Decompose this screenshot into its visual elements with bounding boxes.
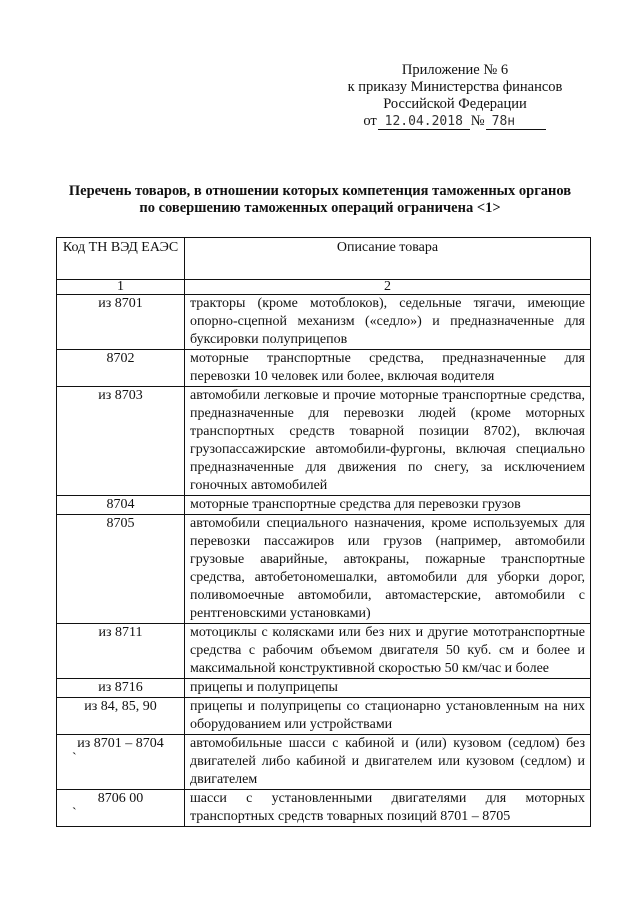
- table-row: [57, 679, 591, 698]
- table-row: [57, 790, 591, 827]
- appendix-number: Приложение № 6: [401, 62, 509, 78]
- appendix-header: [340, 62, 570, 130]
- table-row: [57, 624, 591, 679]
- goods-description: прицепы и полуприцепы: [185, 679, 591, 698]
- column-number-1: 1: [57, 280, 185, 295]
- number-label: №: [470, 113, 485, 129]
- goods-code: из 8703: [98, 388, 143, 403]
- goods-code: 8705: [106, 516, 135, 531]
- goods-code-cell: [57, 735, 185, 790]
- goods-description: тракторы (кроме мотоблоков), седельные тягачи, имеющие опорно-сцепной механизм («седло») и предназначенные для буксировки полуприцепов: [185, 295, 591, 350]
- scan-mark: `: [72, 806, 77, 821]
- scan-mark: `: [72, 751, 77, 766]
- order-number: 78н: [486, 115, 546, 130]
- table-row: [57, 735, 591, 790]
- column-header-description: Описание товара: [185, 238, 591, 280]
- table-row: [57, 496, 591, 515]
- goods-description: мотоциклы с колясками или без них и другие мототранспортные средства с рабочим объемом двигателя 50 куб. см и более и максимальной конструктивной скоростью 50 км/час и более: [185, 624, 591, 679]
- column-header-code: Код ТН ВЭД ЕАЭС: [57, 238, 185, 280]
- table-row: [57, 698, 591, 735]
- goods-code-cell: [57, 624, 185, 679]
- table-row: [57, 350, 591, 387]
- goods-code: 8702: [106, 351, 135, 366]
- goods-code: из 8701 – 8704: [77, 736, 164, 751]
- column-number-row: [57, 280, 591, 295]
- goods-description: автомобили легковые и прочие моторные транспортные средства, предназначенные для перевозки людей (кроме моторных транспортных средств товарной позиции 8702), включая грузопассажирские автомобили-фургоны, включая специально предназначенные для движения по снегу, за исключением гоночных автомобилей: [185, 387, 591, 496]
- goods-table-body: [57, 295, 591, 827]
- goods-code: 8704: [106, 497, 135, 512]
- title-line-1: Перечень товаров, в отношении которых компетенция таможенных органов: [68, 183, 572, 199]
- goods-description: шасси с установленными двигателями для моторных транспортных средств товарных позиций 8701 – 8705: [185, 790, 591, 827]
- order-reference: к приказу Министерства финансов: [347, 79, 563, 95]
- column-number-2: 2: [185, 280, 591, 295]
- goods-code: из 8716: [98, 680, 143, 695]
- table-row: [57, 387, 591, 496]
- goods-description: автомобили специального назначения, кроме используемых для перевозки пассажиров или грузов (например, автомобили грузовые аварийные, автокраны, пожарные транспортные средства, автобетономешалки, автомобили для уборки дорог, поливомоечные автомобили, автомастерские, автомобили с рентгеновскими установками): [185, 515, 591, 624]
- goods-code-cell: [57, 496, 185, 515]
- goods-code: 8706 00: [97, 791, 144, 806]
- goods-code-cell: [57, 515, 185, 624]
- goods-description: прицепы и полуприцепы со стационарно установленным на них оборудованием или устройствами: [185, 698, 591, 735]
- goods-code: из 84, 85, 90: [84, 699, 157, 714]
- goods-code-cell: [57, 387, 185, 496]
- order-date: 12.04.2018: [378, 115, 470, 130]
- goods-code-cell: [57, 350, 185, 387]
- title-line-2: по совершению таможенных операций ограничена <1>: [139, 200, 501, 216]
- order-date-number: [340, 113, 570, 130]
- goods-code-cell: [57, 790, 185, 827]
- goods-description: автомобильные шасси с кабиной и (или) кузовом (седлом) без двигателей либо кабиной и двигателем или кузовом (седлом) и двигателем: [185, 735, 591, 790]
- table-row: [57, 295, 591, 350]
- goods-code: из 8701: [98, 296, 143, 311]
- goods-description: моторные транспортные средства, предназначенные для перевозки 10 человек или более, включая водителя: [185, 350, 591, 387]
- table-row: [57, 515, 591, 624]
- goods-description: моторные транспортные средства для перевозки грузов: [185, 496, 591, 515]
- goods-table: [56, 237, 591, 827]
- goods-code: из 8711: [98, 625, 143, 640]
- table-header-row: [57, 238, 591, 280]
- goods-code-cell: [57, 679, 185, 698]
- from-label: от: [363, 113, 377, 129]
- goods-code-cell: [57, 698, 185, 735]
- document-title: [40, 183, 600, 217]
- federation-line: Российской Федерации: [383, 96, 527, 112]
- goods-code-cell: [57, 295, 185, 350]
